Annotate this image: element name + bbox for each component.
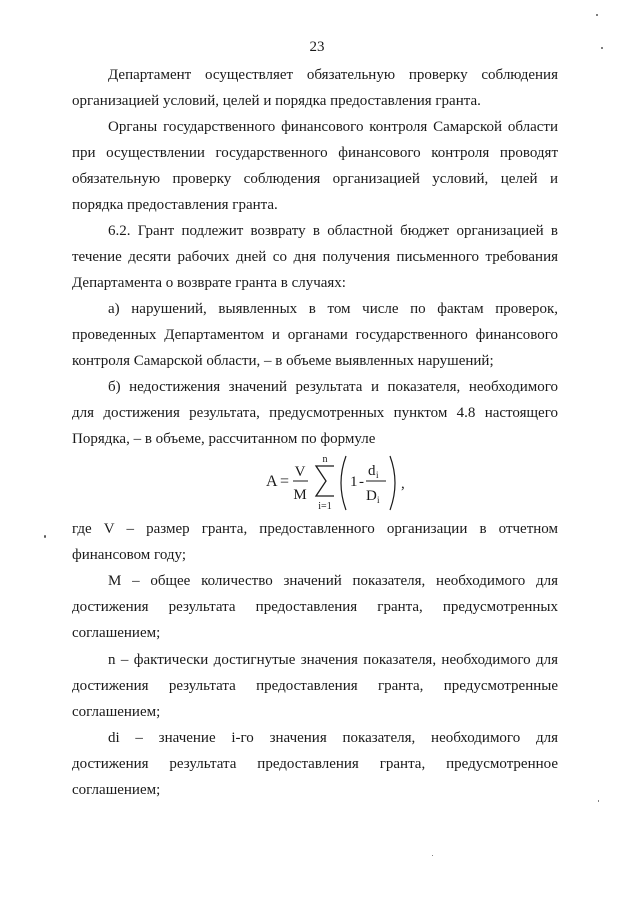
scan-speck	[44, 535, 46, 538]
text-line: порядка предоставления гранта.	[72, 197, 278, 213]
grant-return-formula	[262, 450, 412, 516]
text-line: n – фактически достигнутые значения показателя, необходимого для	[108, 652, 558, 668]
left-paren-icon	[341, 456, 346, 510]
scan-speck	[432, 855, 433, 856]
formula-one: 1	[350, 474, 358, 490]
text-line: Органы государственного финансового контроля Самарской области	[108, 119, 558, 135]
text-line: при осуществлении государственного финансового контроля проводят	[72, 145, 558, 161]
text-line: где V – размер гранта, предоставленного организации в отчетном	[72, 521, 558, 537]
sigma-icon	[316, 466, 334, 496]
right-paren-icon	[390, 456, 395, 510]
text-line: финансовом году;	[72, 547, 187, 563]
formula-lhs: A	[266, 473, 278, 490]
text-line: а) нарушений, выявленных в том числе по фактам проверок,	[108, 301, 558, 317]
scan-speck	[601, 47, 603, 49]
text-line: для достижения результата, предусмотренных пунктом 4.8 настоящего	[72, 405, 558, 421]
text-line: соглашением;	[72, 782, 161, 798]
text-line: б) недостижения значений результата и показателя, необходимого	[108, 379, 558, 395]
text-line: достижения результата предоставления гранта, предусмотренных	[72, 599, 558, 615]
text-line: 6.2. Грант подлежит возврату в областной бюджет организацией в	[108, 223, 558, 239]
text-line: проведенных Департаментом и органами государственного финансового	[72, 327, 558, 343]
text-line: соглашением;	[72, 704, 161, 720]
formula-numerator: V	[294, 464, 306, 480]
text-line: di – значение i-го значения показателя, необходимого для	[108, 730, 558, 746]
formula-d-subscript: i	[376, 470, 379, 480]
text-line: Порядка, – в объеме, рассчитанном по формуле	[72, 431, 376, 447]
formula-equals: =	[280, 473, 290, 490]
text-line: организацией условий, целей и порядка предоставления гранта.	[72, 93, 481, 109]
page-number: 23	[309, 39, 325, 55]
text-line: достижения результата предоставления гранта, предусмотренные	[72, 678, 558, 694]
text-line: течение десяти рабочих дней со дня получения письменного требования	[72, 249, 558, 265]
text-line: M – общее количество значений показателя, необходимого для	[108, 573, 558, 589]
text-line: достижения результата предоставления гранта, предусмотренное	[72, 756, 558, 772]
formula-sum-upper: n	[322, 454, 328, 465]
text-line: контроля Самарской области, – в объеме выявленных нарушений;	[72, 353, 494, 369]
text-line: соглашением;	[72, 625, 161, 641]
scan-speck	[596, 14, 598, 16]
formula-d: d	[368, 463, 376, 479]
formula-denominator: M	[293, 487, 307, 503]
formula-D: D	[366, 488, 377, 504]
text-line: обязательную проверку соблюдения организацией условий, целей и	[72, 171, 558, 187]
formula-sum-lower: i=1	[318, 501, 332, 512]
formula-D-subscript: i	[377, 495, 380, 505]
formula-minus: -	[359, 474, 364, 490]
text-line: Департамент осуществляет обязательную проверку соблюдения	[108, 67, 558, 83]
text-line: Департамента о возврате гранта в случаях:	[72, 275, 346, 291]
scan-speck	[598, 800, 599, 802]
formula-comma: ,	[401, 476, 405, 492]
